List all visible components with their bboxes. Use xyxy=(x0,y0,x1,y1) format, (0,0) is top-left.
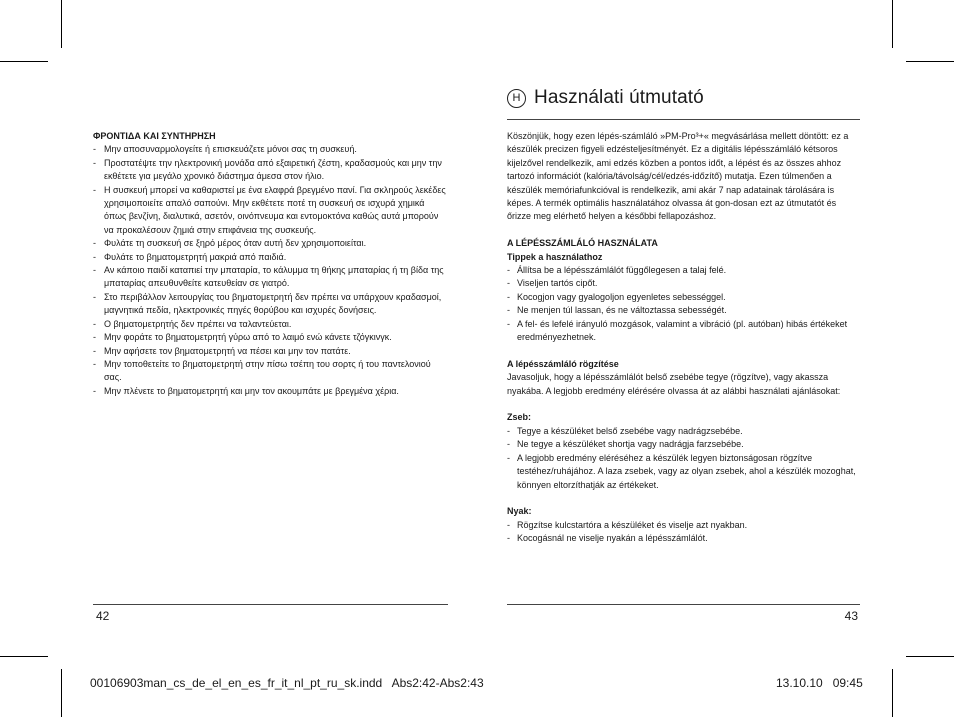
tips-heading: Tippek a használathoz xyxy=(507,251,603,262)
list-item: - Μην αποσυναρμολογείτε ή επισκευάζετε μόνοι σας τη συσκευή. xyxy=(93,143,448,156)
list-item: - A legjobb eredmény eléréséhez a készülék legyen biztonságosan rögzítve testéhez/ruhájához. A laza zsebek, vagy az olyan zsebek, ahol a készülék mozoghat, könnyen eltorzíthatják az értékeket. xyxy=(507,452,860,492)
list-item: - Προστατέψτε την ηλεκτρονική μονάδα από εξαιρετική ζέστη, κραδασμούς και μην την εκθέτετε για μεγάλο χρονικό διάστημα άμεσα στον ήλιο. xyxy=(93,157,448,184)
bottom-rule xyxy=(507,604,860,605)
fix-paragraph: Javasoljuk, hogy a lépésszámlálót belső zsebébe tegye (rögzítve), vagy akassza nyakába. A legjobb eredmény elérésére olvassa át az alábbi használati ajánlásokat: xyxy=(507,372,841,396)
care-list xyxy=(93,143,448,398)
pocket-heading: Zseb: xyxy=(507,412,532,423)
list-item: - Μην πλένετε το βηματομετρητή και μην τον ακουμπάτε με βρεγμένα χέρια. xyxy=(93,385,448,398)
crop-mark xyxy=(61,669,62,717)
fix-heading: A lépésszámláló rögzítése xyxy=(507,358,619,369)
crop-mark xyxy=(61,0,62,48)
list-item: - Viseljen tartós cipőt. xyxy=(507,277,860,290)
list-item: - Rögzítse kulcstartóra a készüléket és viselje azt nyakban. xyxy=(507,519,860,532)
list-item: - Μην φοράτε το βηματομετρητή γύρω από το λαιμό ενώ κάνετε τζόγκινγκ. xyxy=(93,331,448,344)
list-item: - Ne tegye a készüléket shortja vagy nadrágja farzsebébe. xyxy=(507,438,860,451)
list-item: - Αν κάποιο παιδί καταπιεί την μπαταρία, το κάλυμμα τη θήκης μπαταρίας ή τη βίδα της μπαταρίας απευθυνθείτε κατευθείαν σε γιατρό. xyxy=(93,264,448,291)
neck-heading: Nyak: xyxy=(507,506,532,517)
list-item: - Állítsa be a lépésszámlálót függőlegesen a talaj felé. xyxy=(507,264,860,277)
neck-list xyxy=(507,519,860,546)
crop-mark xyxy=(892,0,893,48)
list-item: - Φυλάτε τη συσκευή σε ξηρό μέρος όταν αυτή δεν χρησιμοποιείται. xyxy=(93,237,448,250)
intro-paragraph: Köszönjük, hogy ezen lépés-számláló »PM-Pro³+« megvásárlása mellett döntött: ez a készülék precizen figyeli edzésteljesítményét. Ez a digitális lépésszámláló kétsoros kijelzővel rendelkezik, ami edzés közben a pontos időt, a lépést és az összes ahhoz tartozó információt (kalória/távolság/cél/edzés-időzítő) mutatja. Ezen túlmenően a készülék memóriafunkcióval is rendelkezik, ami akár 7 nap adatainak tárolására is képes. A termék optimális használatához olvassa át gon-dosan ezt az útmutatót és őrizze meg elérhető helyen a későbbi fellapozáshoz. xyxy=(507,131,849,222)
pocket-list xyxy=(507,425,860,492)
crop-mark xyxy=(892,669,893,717)
right-body xyxy=(507,130,860,546)
crop-mark xyxy=(0,61,48,62)
title-rule xyxy=(507,119,860,120)
list-item: - A fel- és lefelé irányuló mozgások, valamint a vibráció (pl. autóban) hibás értékeket eredményezhetnek. xyxy=(507,318,860,345)
page-number: 43 xyxy=(844,609,858,623)
list-item: - Φυλάτε το βηματομετρητή μακριά από παιδιά. xyxy=(93,251,448,264)
date-slug: 13.10.10 09:45 xyxy=(776,676,863,690)
section-letter-badge: H xyxy=(507,89,526,108)
care-heading: ΦΡΟΝΤΙΔΑ ΚΑΙ ΣΥΝΤΗΡΗΣΗ xyxy=(93,131,216,141)
file-slug: 00106903man_cs_de_el_en_es_fr_it_nl_pt_ru_sk.indd Abs2:42-Abs2:43 xyxy=(90,676,484,690)
page-number: 42 xyxy=(96,609,110,623)
list-item: - Ο βηματομετρητής δεν πρέπει να ταλαντεύεται. xyxy=(93,318,448,331)
left-body xyxy=(93,130,448,398)
tips-list xyxy=(507,264,860,344)
list-item: - Tegye a készüléket belső zsebébe vagy nadrágzsebébe. xyxy=(507,425,860,438)
crop-mark xyxy=(906,656,954,657)
crop-mark xyxy=(906,61,954,62)
list-item: - Kocogjon vagy gyalogoljon egyenletes sebességgel. xyxy=(507,291,860,304)
list-item: - Στο περιβάλλον λειτουργίας του βηματομετρητή δεν πρέπει να υπάρχουν κραδασμοί, μαγνητικά πεδία, ηλεκτρονικές πηγές θορύβου και ισχυρές δονήσεις. xyxy=(93,291,448,318)
bottom-rule xyxy=(93,604,448,605)
usage-heading: A LÉPÉSSZÁMLÁLÓ HASZNÁLATA xyxy=(507,238,658,249)
list-item: - Kocogásnál ne viselje nyakán a lépésszámlálót. xyxy=(507,532,860,545)
page-title: Használati útmutató xyxy=(534,87,704,108)
list-item: - Ne menjen túl lassan, és ne változtassa sebességét. xyxy=(507,304,860,317)
list-item: - Μην τοποθετείτε το βηματομετρητή στην πίσω τσέπη του σορτς ή του παντελονιού σας. xyxy=(93,358,448,385)
section-title xyxy=(507,87,704,109)
list-item: - Η συσκευή μπορεί να καθαριστεί με ένα ελαφρά βρεγμένο πανί. Για σκληρούς λεκέδες χρησιμοποιείτε απαλό σαπούνι. Μην εκθέτετε ποτέ τη συσκευή σε ισχυρά χημικά όπως βενζίνη, διαλυτικά, ασετόν, οινόπνευμα και εντομοκτόνα καθώς αυτά μπορούν να προκαλέσουν ζημιά στην επιφάνεια της συσκευής. xyxy=(93,184,448,238)
crop-mark xyxy=(0,656,48,657)
list-item: - Μην αφήσετε τον βηματομετρητή να πέσει και μην τον πατάτε. xyxy=(93,345,448,358)
